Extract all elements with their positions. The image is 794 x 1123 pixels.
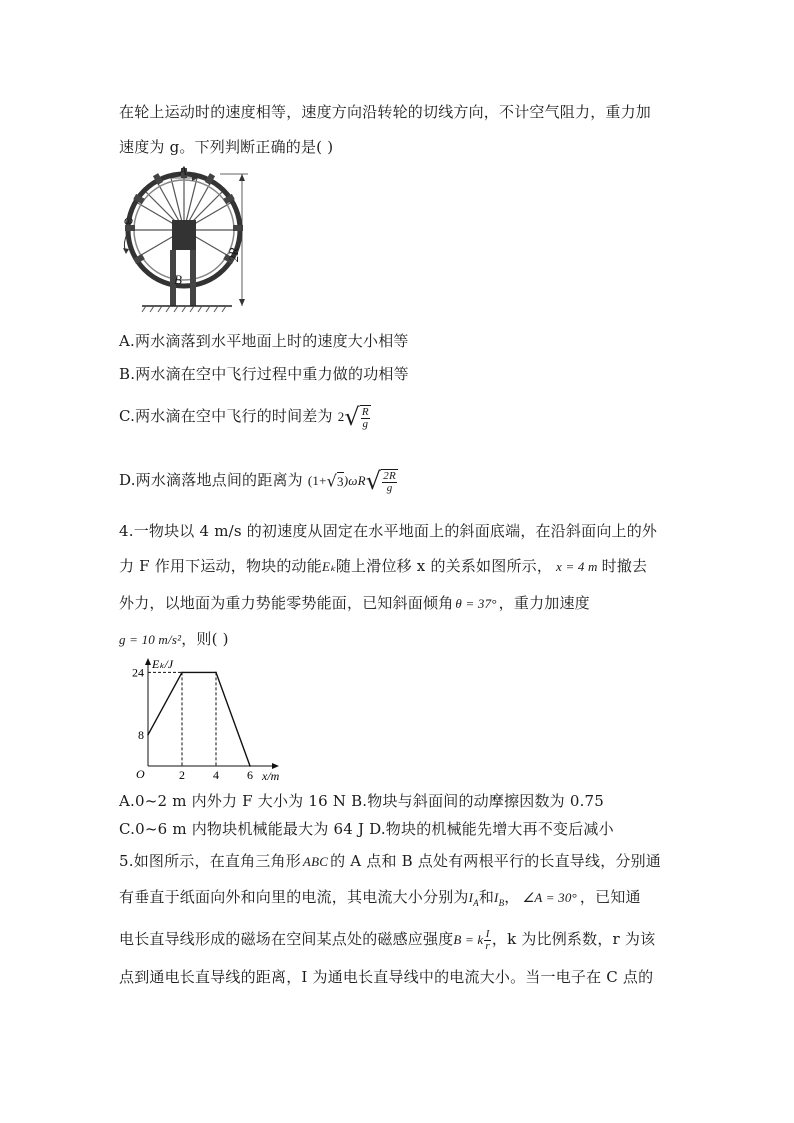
option-d bbox=[119, 467, 398, 495]
y-axis-label: Eₖ/J bbox=[152, 657, 174, 671]
y-tick-label: 8 bbox=[138, 727, 144, 742]
ek-x-chart bbox=[128, 656, 298, 780]
text: ，已知通 bbox=[579, 888, 641, 906]
q4-line-4 bbox=[119, 628, 229, 649]
text: ，则( ) bbox=[181, 630, 229, 648]
ek-series-line bbox=[148, 672, 250, 766]
option-c-coef: 2 bbox=[337, 409, 345, 424]
label-omega: ω bbox=[124, 212, 134, 227]
ia-sub: A bbox=[473, 898, 479, 908]
b-expression: B = k bbox=[453, 932, 484, 947]
frac-den: g bbox=[362, 417, 369, 430]
q4-options-ab: A.0~2 m 内外力 F 大小为 16 N B.物块与斜面间的动摩擦因数为 0.75 bbox=[119, 792, 605, 810]
ia-symbol: I bbox=[468, 890, 474, 905]
frac-den: r bbox=[485, 939, 490, 952]
label-A: A bbox=[179, 163, 187, 178]
theta-expression: θ = 37° bbox=[455, 596, 497, 611]
label-2R: 2R bbox=[226, 247, 241, 262]
text: 电长直导线形成的磁场在空间某点处的磁感应强度 bbox=[119, 930, 454, 948]
ek-symbol: Eₖ bbox=[321, 559, 336, 574]
x4-expression: x = 4 m bbox=[556, 559, 598, 574]
option-d-mid: )ωR bbox=[343, 473, 366, 488]
option-c bbox=[119, 403, 371, 431]
option-c-text: C.两水滴在空中飞行的时间差为 bbox=[119, 407, 333, 425]
x-axis-label: x/m bbox=[262, 769, 280, 780]
abc-symbol: ABC bbox=[302, 854, 329, 869]
text: 力 F 作用下运动，物块的动能 bbox=[119, 557, 322, 575]
x-tick-label: 2 bbox=[179, 768, 185, 780]
x-tick-label: 4 bbox=[213, 768, 219, 780]
text: 和 bbox=[478, 888, 495, 906]
ib-symbol: I bbox=[494, 890, 499, 905]
q4-line-3 bbox=[119, 592, 590, 613]
label-B: B bbox=[174, 272, 182, 287]
y-tick-label: 24 bbox=[132, 665, 144, 680]
text: 5.如图所示，在直角三角形 bbox=[119, 852, 301, 870]
text: 外力，以地面为重力势能零势能面，已知斜面倾角 bbox=[119, 594, 454, 612]
root-value: 3 bbox=[337, 474, 344, 490]
angle-expression: ∠A = 30° bbox=[522, 890, 577, 905]
frac-num: I bbox=[485, 927, 490, 940]
data-point bbox=[147, 734, 149, 736]
frac-num: 2R bbox=[383, 469, 396, 482]
option-d-text: D.两水滴落地点间的距离为 bbox=[119, 471, 303, 489]
data-point bbox=[249, 765, 251, 767]
q5-line-4: 点到通电长直导线的距离，I 为通电长直导线中的电流大小。当一电子在 C 点的 bbox=[119, 968, 654, 986]
text: ，k 为比例系数，r 为该 bbox=[491, 930, 656, 948]
option-a: A.两水滴落到水平地面上时的速度大小相等 bbox=[119, 332, 409, 350]
text: 有垂直于纸面向外和向里的电流，其电流大小分别为 bbox=[119, 888, 469, 906]
x-tick-label: 6 bbox=[247, 768, 253, 780]
option-d-prefix: (1+ bbox=[307, 473, 327, 488]
frac-num: R bbox=[361, 405, 369, 418]
text-line: 速度为 g。下列判断正确的是( ) bbox=[119, 138, 334, 156]
origin-label: O bbox=[136, 767, 145, 780]
text: 随上滑位移 x 的关系如图所示， bbox=[335, 557, 553, 575]
q4-line-1: 4.一物块以 4 m/s 的初速度从固定在水平地面上的斜面底端，在沿斜面向上的外 bbox=[119, 522, 658, 540]
option-b: B.两水滴在空中飞行过程中重力做的功相等 bbox=[119, 365, 409, 383]
text: ， bbox=[504, 888, 520, 906]
q4-options-cd: C.0~6 m 内物块机械能最大为 64 J D.物块的机械能先增大再不变后减小 bbox=[119, 820, 614, 838]
sqrt-expression: √ $\frac{R}{g}$ bbox=[344, 403, 369, 431]
frac-den: g bbox=[386, 481, 393, 494]
q4-line-2 bbox=[119, 555, 647, 576]
q5-line-3 bbox=[119, 928, 655, 952]
text: 时撤去 bbox=[601, 557, 648, 575]
water-wheel-figure bbox=[112, 162, 272, 320]
g-expression: g = 10 m/s² bbox=[119, 632, 182, 647]
sqrt-expression: √ $\frac{2R}{g}$ bbox=[365, 467, 396, 495]
text-line: 在轮上运动时的速度相等，速度方向沿转轮的切线方向，不计空气阻力，重力加 bbox=[119, 103, 652, 121]
q5-line-2 bbox=[119, 886, 641, 908]
y-axis-arrow bbox=[145, 658, 151, 665]
text: ，重力加速度 bbox=[498, 594, 590, 612]
data-point bbox=[215, 672, 217, 674]
data-point bbox=[181, 672, 183, 674]
sqrt-3: √3 bbox=[326, 471, 344, 491]
ib-sub: B bbox=[498, 898, 505, 908]
text: 的 A 点和 B 点处有两根平行的长直导线，分别通 bbox=[330, 852, 662, 870]
q5-line-1 bbox=[119, 850, 661, 871]
